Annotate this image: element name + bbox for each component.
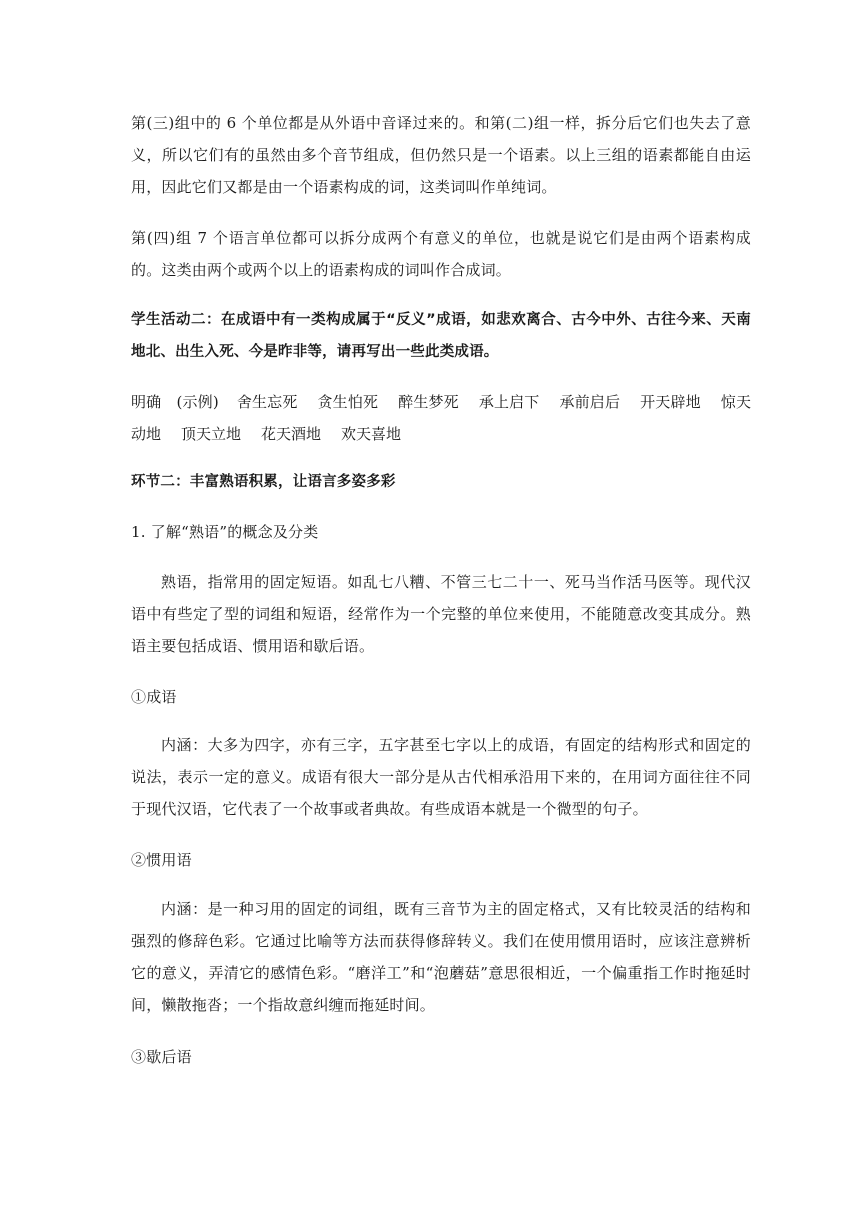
idiom-example: 开天辟地 bbox=[640, 393, 701, 411]
guanyongyu-heading: ②惯用语 bbox=[131, 851, 192, 869]
answer-label: 明确 (示例) bbox=[131, 393, 219, 411]
idiom-example: 顶天立地 bbox=[181, 425, 242, 443]
idiom-example: 舍生忘死 bbox=[236, 393, 298, 411]
paragraph-monomorphemic: 第(三)组中的 6 个单位都是从外语中音译过来的。和第(二)组一样，拆分后它们也失去了意义，所以它们有的虽然由多个音节组成，但仍然只是一个语素。以上三组的语素都能自由运用，因此它们又都是由一个语素构成的词，这类词叫作单纯词。 bbox=[131, 114, 751, 196]
idiom-example: 醉生梦死 bbox=[398, 393, 459, 411]
chengyu-heading: ①成语 bbox=[131, 688, 177, 706]
student-activity-2: 学生活动二：在成语中有一类构成属于“反义”成语，如悲欢离合、古今中外、古往今来、天南地北、出生入死、今是昨非等，请再写出一些此类成语。 bbox=[131, 312, 751, 360]
idiom-example: 欢天喜地 bbox=[341, 425, 402, 443]
shuyu-definition: 熟语，指常用的固定短语。如乱七八糟、不管三七二十一、死马当作活马医等。现代汉语中有些定了型的词组和短语，经常作为一个完整的单位来使用，不能随意改变其成分。熟语主要包括成语、惯用语和歇后语。 bbox=[131, 573, 751, 655]
idiom-example: 承上启下 bbox=[478, 393, 540, 411]
idiom-example: 承前启后 bbox=[559, 393, 621, 411]
paragraph-compound-words: 第(四)组 7 个语言单位都可以拆分成两个有意义的单位，也就是说它们是由两个语素构成的。这类由两个或两个以上的语素构成的词叫作合成词。 bbox=[131, 229, 751, 279]
item-1-title: 1. 了解“熟语”的概念及分类 bbox=[131, 523, 319, 541]
chengyu-definition: 内涵：大多为四字，亦有三字，五字甚至七字以上的成语，有固定的结构形式和固定的说法，表示一定的意义。成语有很大一部分是从古代相承沿用下来的，在用词方面往往不同于现代汉语，它代表了一个故事或者典故。有些成语本就是一个微型的句子。 bbox=[131, 736, 751, 818]
guanyongyu-definition: 内涵：是一种习用的固定的词组，既有三音节为主的固定格式，又有比较灵活的结构和强烈的修辞色彩。它通过比喻等方法而获得修辞转义。我们在使用惯用语时，应该注意辨析它的意义，弄清它的感情色彩。“磨洋工”和“泡蘑菇”意思很相近，一个偏重指工作时拖延时间，懒散拖沓；一个指故意纠缠而拖延时间。 bbox=[131, 900, 751, 1014]
idiom-example: 花天酒地 bbox=[261, 425, 322, 443]
idiom-example: 惊天动地 bbox=[131, 393, 751, 443]
answer-examples bbox=[131, 386, 751, 450]
xiehouyu-heading: ③歇后语 bbox=[131, 1048, 192, 1066]
idiom-example: 贪生怕死 bbox=[317, 393, 379, 411]
section-2-heading: 环节二：丰富熟语积累，让语言多姿多彩 bbox=[131, 474, 396, 490]
